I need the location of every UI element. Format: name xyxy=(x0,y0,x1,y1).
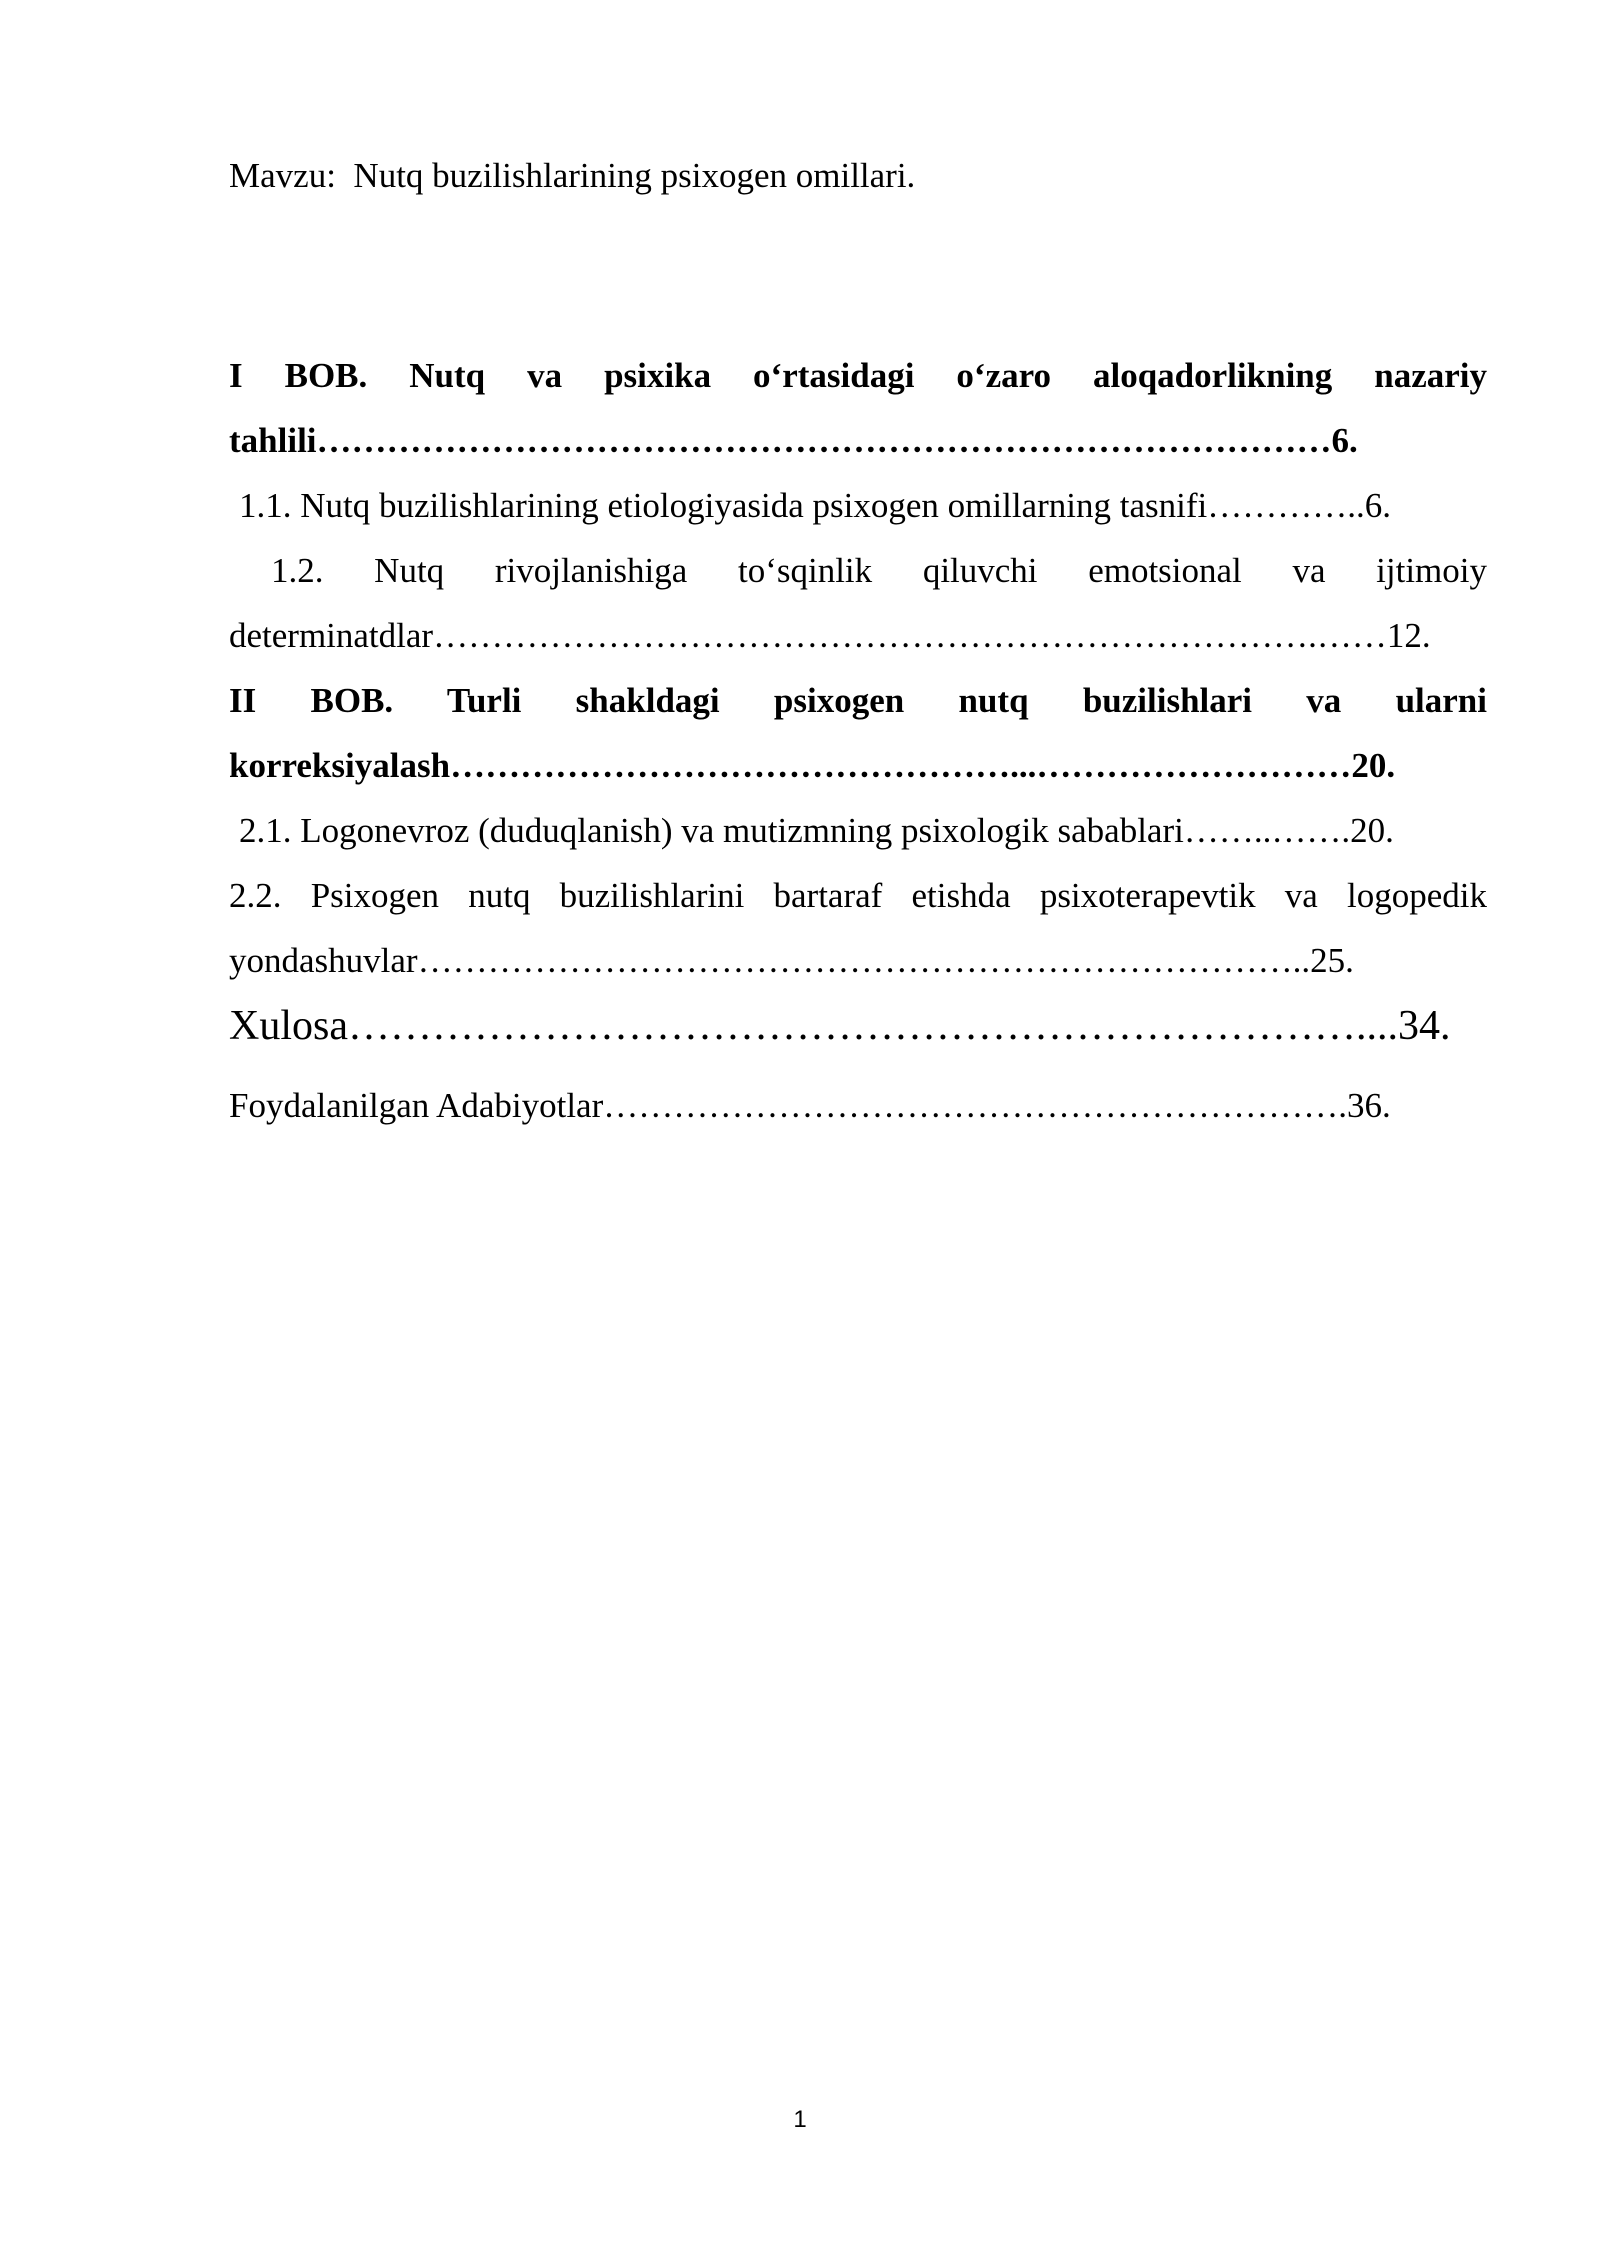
toc-entry-page: 12. xyxy=(1386,616,1431,655)
toc-entry-leader: …………………………………………………………………………… xyxy=(316,421,1332,460)
toc-entry-chapter-1 xyxy=(229,343,1487,473)
toc-entry-conclusion xyxy=(229,993,1487,1059)
toc-entry-page: 20. xyxy=(1350,811,1394,850)
toc-entry-title: 1.2. Nutq rivojlanishiga to‘sqinlik qiluvchi emotsional va ijtimoiy determinatdlar xyxy=(229,551,1487,655)
toc-entry-title: I BOB. Nutq va psixika o‘rtasidagi o‘zaro aloqadorlikning nazariy tahlili xyxy=(229,356,1487,460)
toc-entry-section-2-2 xyxy=(229,863,1487,993)
toc-entry-section-1-1 xyxy=(229,473,1487,538)
toc-entry-page: 36. xyxy=(1346,1086,1391,1125)
topic-title: Nutq buzilishlarining psixogen omillari. xyxy=(353,156,916,195)
toc-entry-leader: ………………………………………………………………….…… xyxy=(433,616,1387,655)
page-number: 1 xyxy=(793,2106,807,2133)
toc-entry-leader: ………….. xyxy=(1207,486,1365,525)
toc-entry-title: 2.1. Logonevroz (duduqlanish) va mutizmning psixologik sabablari xyxy=(239,811,1184,850)
toc-entry-page: 25. xyxy=(1310,941,1354,980)
toc-entry-section-2-1 xyxy=(229,798,1487,863)
table-of-contents xyxy=(229,343,1487,1138)
toc-entry-title: Foydalanilgan Adabiyotlar xyxy=(229,1086,604,1125)
toc-entry-leader: …………………………………………...……………………… xyxy=(450,746,1352,785)
toc-entry-title: 1.1. Nutq buzilishlarining etiologiyasida psixogen omillarning tasnifi xyxy=(239,486,1208,525)
toc-entry-chapter-2 xyxy=(229,668,1487,798)
toc-entry-title: II BOB. Turli shakldagi psixogen nutq buzilishlari va ularni korreksiyalash xyxy=(229,681,1487,785)
topic-label: Mavzu: xyxy=(229,156,336,195)
topic-line xyxy=(229,150,915,202)
toc-entry-page: 6. xyxy=(1364,486,1391,525)
toc-entry-section-1-2 xyxy=(229,538,1487,668)
toc-entry-page: 34. xyxy=(1398,1003,1451,1049)
toc-entry-page: 20. xyxy=(1351,746,1396,785)
toc-entry-leader: ………………………………………………………………….. xyxy=(417,941,1311,980)
toc-entry-page: 6. xyxy=(1331,421,1358,460)
toc-entry-title: Xulosa xyxy=(229,1003,348,1049)
toc-entry-leader: ……………………………………………………………….... xyxy=(348,1003,1398,1049)
toc-entry-leader: ……..……. xyxy=(1183,811,1351,850)
toc-entry-title: 2.2. Psixogen nutq buzilishlarini bartaraf etishda psixoterapevtik va logopedik yondashuvlar xyxy=(229,876,1487,980)
toc-entry-references xyxy=(229,1073,1487,1138)
toc-entry-leader: ………………………………………………………. xyxy=(603,1086,1347,1125)
